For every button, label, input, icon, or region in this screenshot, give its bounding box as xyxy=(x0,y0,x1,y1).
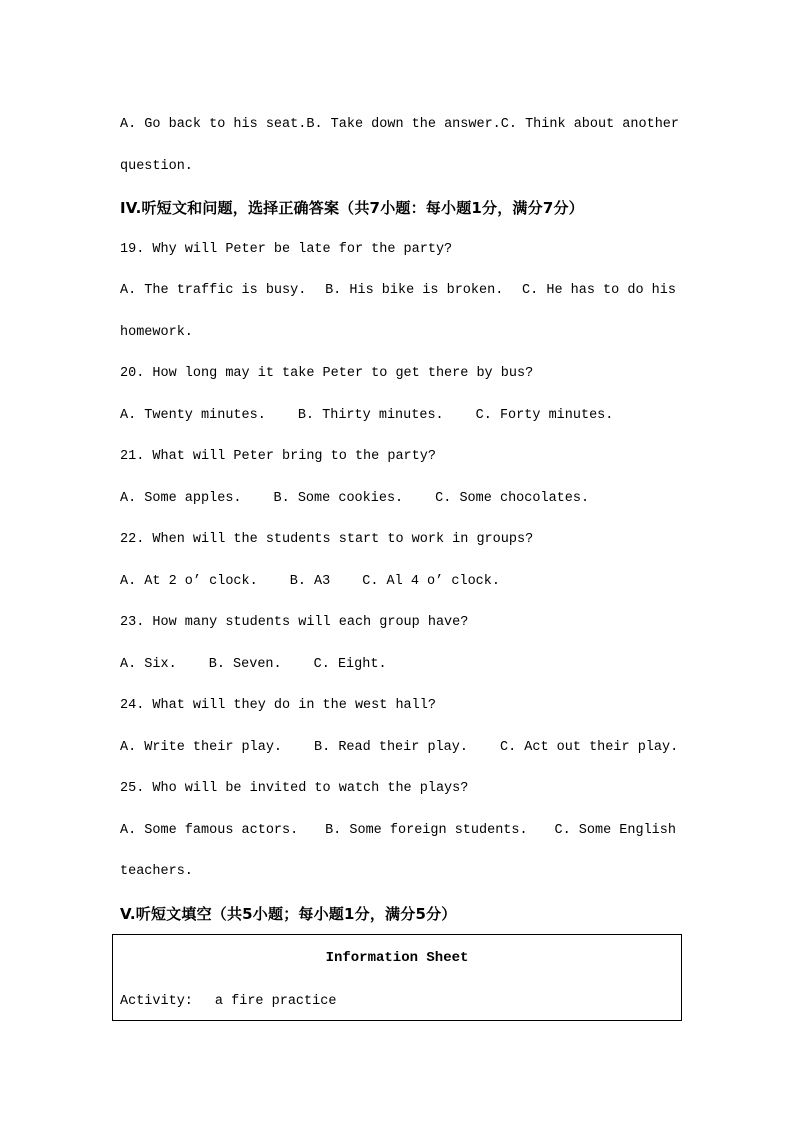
question-19 xyxy=(120,229,676,271)
option-a: A. At 2 o’ clock. xyxy=(120,573,258,589)
answer-options-row-25 xyxy=(120,810,676,852)
continuation-text: homework. xyxy=(120,324,193,340)
option-a: A. Some famous actors. xyxy=(120,822,299,838)
question-21 xyxy=(120,436,676,478)
option-b: B. Thirty minutes. xyxy=(297,407,444,423)
section-heading-text: IV.听短文和问题，选择正确答案（共7小题：每小题1分，满分7分） xyxy=(120,199,584,218)
option-c: C. He has to do his xyxy=(522,283,676,299)
continuation-text: question. xyxy=(120,158,193,174)
answer-options-row-23 xyxy=(120,644,676,686)
question-text: 20. How long may it take Peter to get there by bus? xyxy=(120,366,534,382)
option-b: B. Seven. xyxy=(208,656,282,672)
question-20 xyxy=(120,353,676,395)
option-c: C. Eight. xyxy=(313,656,387,672)
continuation-line xyxy=(120,851,676,893)
continuation-text: teachers. xyxy=(120,864,193,880)
question-text: 19. Why will Peter be late for the party? xyxy=(120,241,453,257)
section-heading-text: V.听短文填空（共5小题；每小题1分，满分5分） xyxy=(120,904,457,923)
option-b: B. A3 xyxy=(289,573,331,589)
option-c: C. Forty minutes. xyxy=(475,407,614,423)
option-c: C. Act out their play. xyxy=(499,739,679,755)
option-a: A. Some apples. xyxy=(120,490,242,506)
question-text: 25. Who will be invited to watch the plays? xyxy=(120,781,469,797)
option-a: A. Write their play. xyxy=(120,739,283,755)
information-sheet-title: Information Sheet xyxy=(325,950,469,966)
question-text: 24. What will they do in the west hall? xyxy=(120,698,436,714)
option-b: B. Read their play. xyxy=(314,739,468,755)
answer-options-row-18 xyxy=(120,104,680,146)
question-25 xyxy=(120,768,676,810)
question-22 xyxy=(120,519,676,561)
question-text: 21. What will Peter bring to the party? xyxy=(120,449,436,465)
information-sheet-box xyxy=(112,934,682,1021)
option-a: A. The traffic is busy. xyxy=(120,283,307,299)
option-c: C. Some chocolates. xyxy=(435,490,590,506)
section-heading-part5 xyxy=(120,893,676,935)
option-c: C. Some English xyxy=(554,822,676,838)
continuation-line xyxy=(120,146,676,188)
information-sheet-title-row xyxy=(113,935,681,981)
option-b: B. His bike is broken. xyxy=(325,283,504,299)
activity-label: Activity: xyxy=(120,994,193,1009)
document-page xyxy=(120,104,680,934)
option-c: C. Think about another xyxy=(500,117,680,133)
continuation-line xyxy=(120,312,676,354)
section-heading-part4 xyxy=(120,187,676,229)
activity-row xyxy=(113,981,681,1022)
option-a: A. Go back to his seat. xyxy=(120,117,307,133)
question-24 xyxy=(120,685,676,727)
answer-options-row-20 xyxy=(120,395,676,437)
answer-options-row-24 xyxy=(120,727,679,769)
answer-options-row-22 xyxy=(120,561,676,603)
option-b: B. Some cookies. xyxy=(273,490,404,506)
question-text: 23. How many students will each group have? xyxy=(120,615,469,631)
answer-options-row-21 xyxy=(120,478,676,520)
option-c: C. Al 4 o’ clock. xyxy=(362,573,500,589)
option-b: B. Some foreign students. xyxy=(325,822,528,838)
activity-value: a fire practice xyxy=(214,994,337,1009)
option-a: A. Six. xyxy=(120,656,177,672)
answer-options-row-19 xyxy=(120,270,676,312)
option-b: B. Take down the answer. xyxy=(306,117,501,133)
question-23 xyxy=(120,602,676,644)
option-a: A. Twenty minutes. xyxy=(120,407,266,423)
question-text: 22. When will the students start to work in groups? xyxy=(120,532,534,548)
